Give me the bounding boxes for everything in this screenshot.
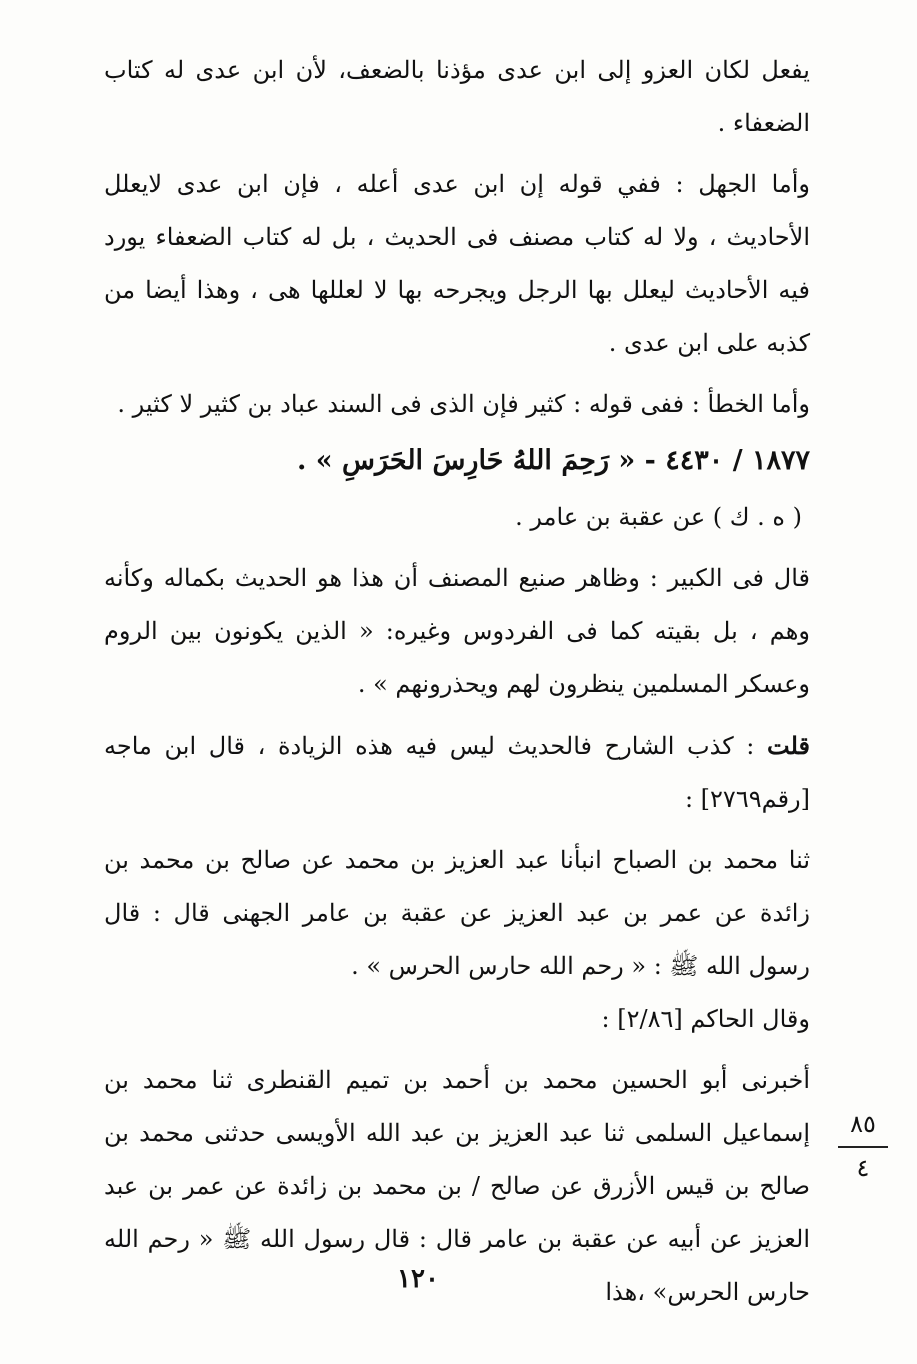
paragraph-6: ثنا محمد بن الصباح انبأنا عبد العزيز بن محمد عن صالح بن محمد بن زائدة عن عمر بن عبد العزيز عن عقبة بن عامر الجهنى قال : قال رسول الله ﷺ : « رحم الله حارس الحرس » . (104, 846, 811, 980)
paragraph-5-text: : كذب الشارح فالحديث ليس فيه هذه الزيادة ، قال ابن ماجه [رقم٢٧٦٩] : (104, 732, 810, 813)
hadith-heading: ١٨٧٧ / ٤٤٣٠ - « رَحِمَ اللهُ حَارِسَ الحَرَسِ » . (296, 445, 810, 476)
margin-ref-top: ٨٥ (850, 1110, 876, 1138)
page-number: ١٢٠ (397, 1264, 439, 1294)
hadith-source: ( ه . ك ) عن عقبة بن عامر . (515, 503, 802, 531)
page-body (104, 44, 810, 1344)
paragraph-7: وقال الحاكم [٢/٨٦] : (601, 1005, 810, 1033)
margin-ref-bottom: ٤ (856, 1154, 870, 1182)
margin-ref-rule (838, 1146, 888, 1148)
paragraph-4: قال فى الكبير : وظاهر صنيع المصنف أن هذا هو الحديث بكماله وكأنه وهم ، بل بقيته كما فى الفردوس وغيره: « الذين يكونون بين الروم وعسكر المسلمين ينظرون لهم ويحذرونهم » . (104, 564, 810, 698)
paragraph-8: أخبرنى أبو الحسين محمد بن أحمد بن تميم القنطرى ثنا محمد بن إسماعيل السلمى ثنا عبد العزيز بن عبد الله الأويسى حدثنى محمد بن صالح بن قيس الأزرق عن صالح / بن محمد بن زائدة عن عمر بن عبد العزيز عن أبيه عن عقبة بن عامر قال : قال رسول الله ﷺ « رحم الله حارس الحرس» ،هذا (104, 1066, 810, 1306)
qultu-label: قلت (767, 731, 810, 760)
paragraph-5 (104, 719, 810, 826)
paragraph-3: وأما الخطأ : ففى قوله : كثير فإن الذى فى السند عباد بن كثير لا كثير . (117, 390, 810, 418)
paragraph-2: وأما الجهل : ففي قوله إن ابن عدى أعله ، فإن ابن عدى لايعلل الأحاديث ، ولا له كتاب مصنف فى الحديث ، بل له كتاب الضعفاء يورد فيه الأحاديث ليعلل بها الرجل ويجرحه بها لا لعللها هى ، وهذا أيضا من كذبه على ابن عدى . (104, 170, 811, 357)
paragraph-1: يفعل لكان العزو إلى ابن عدى مؤذنا بالضعف، لأن ابن عدى له كتاب الضعفاء . (104, 56, 810, 137)
margin-reference (838, 1110, 888, 1182)
